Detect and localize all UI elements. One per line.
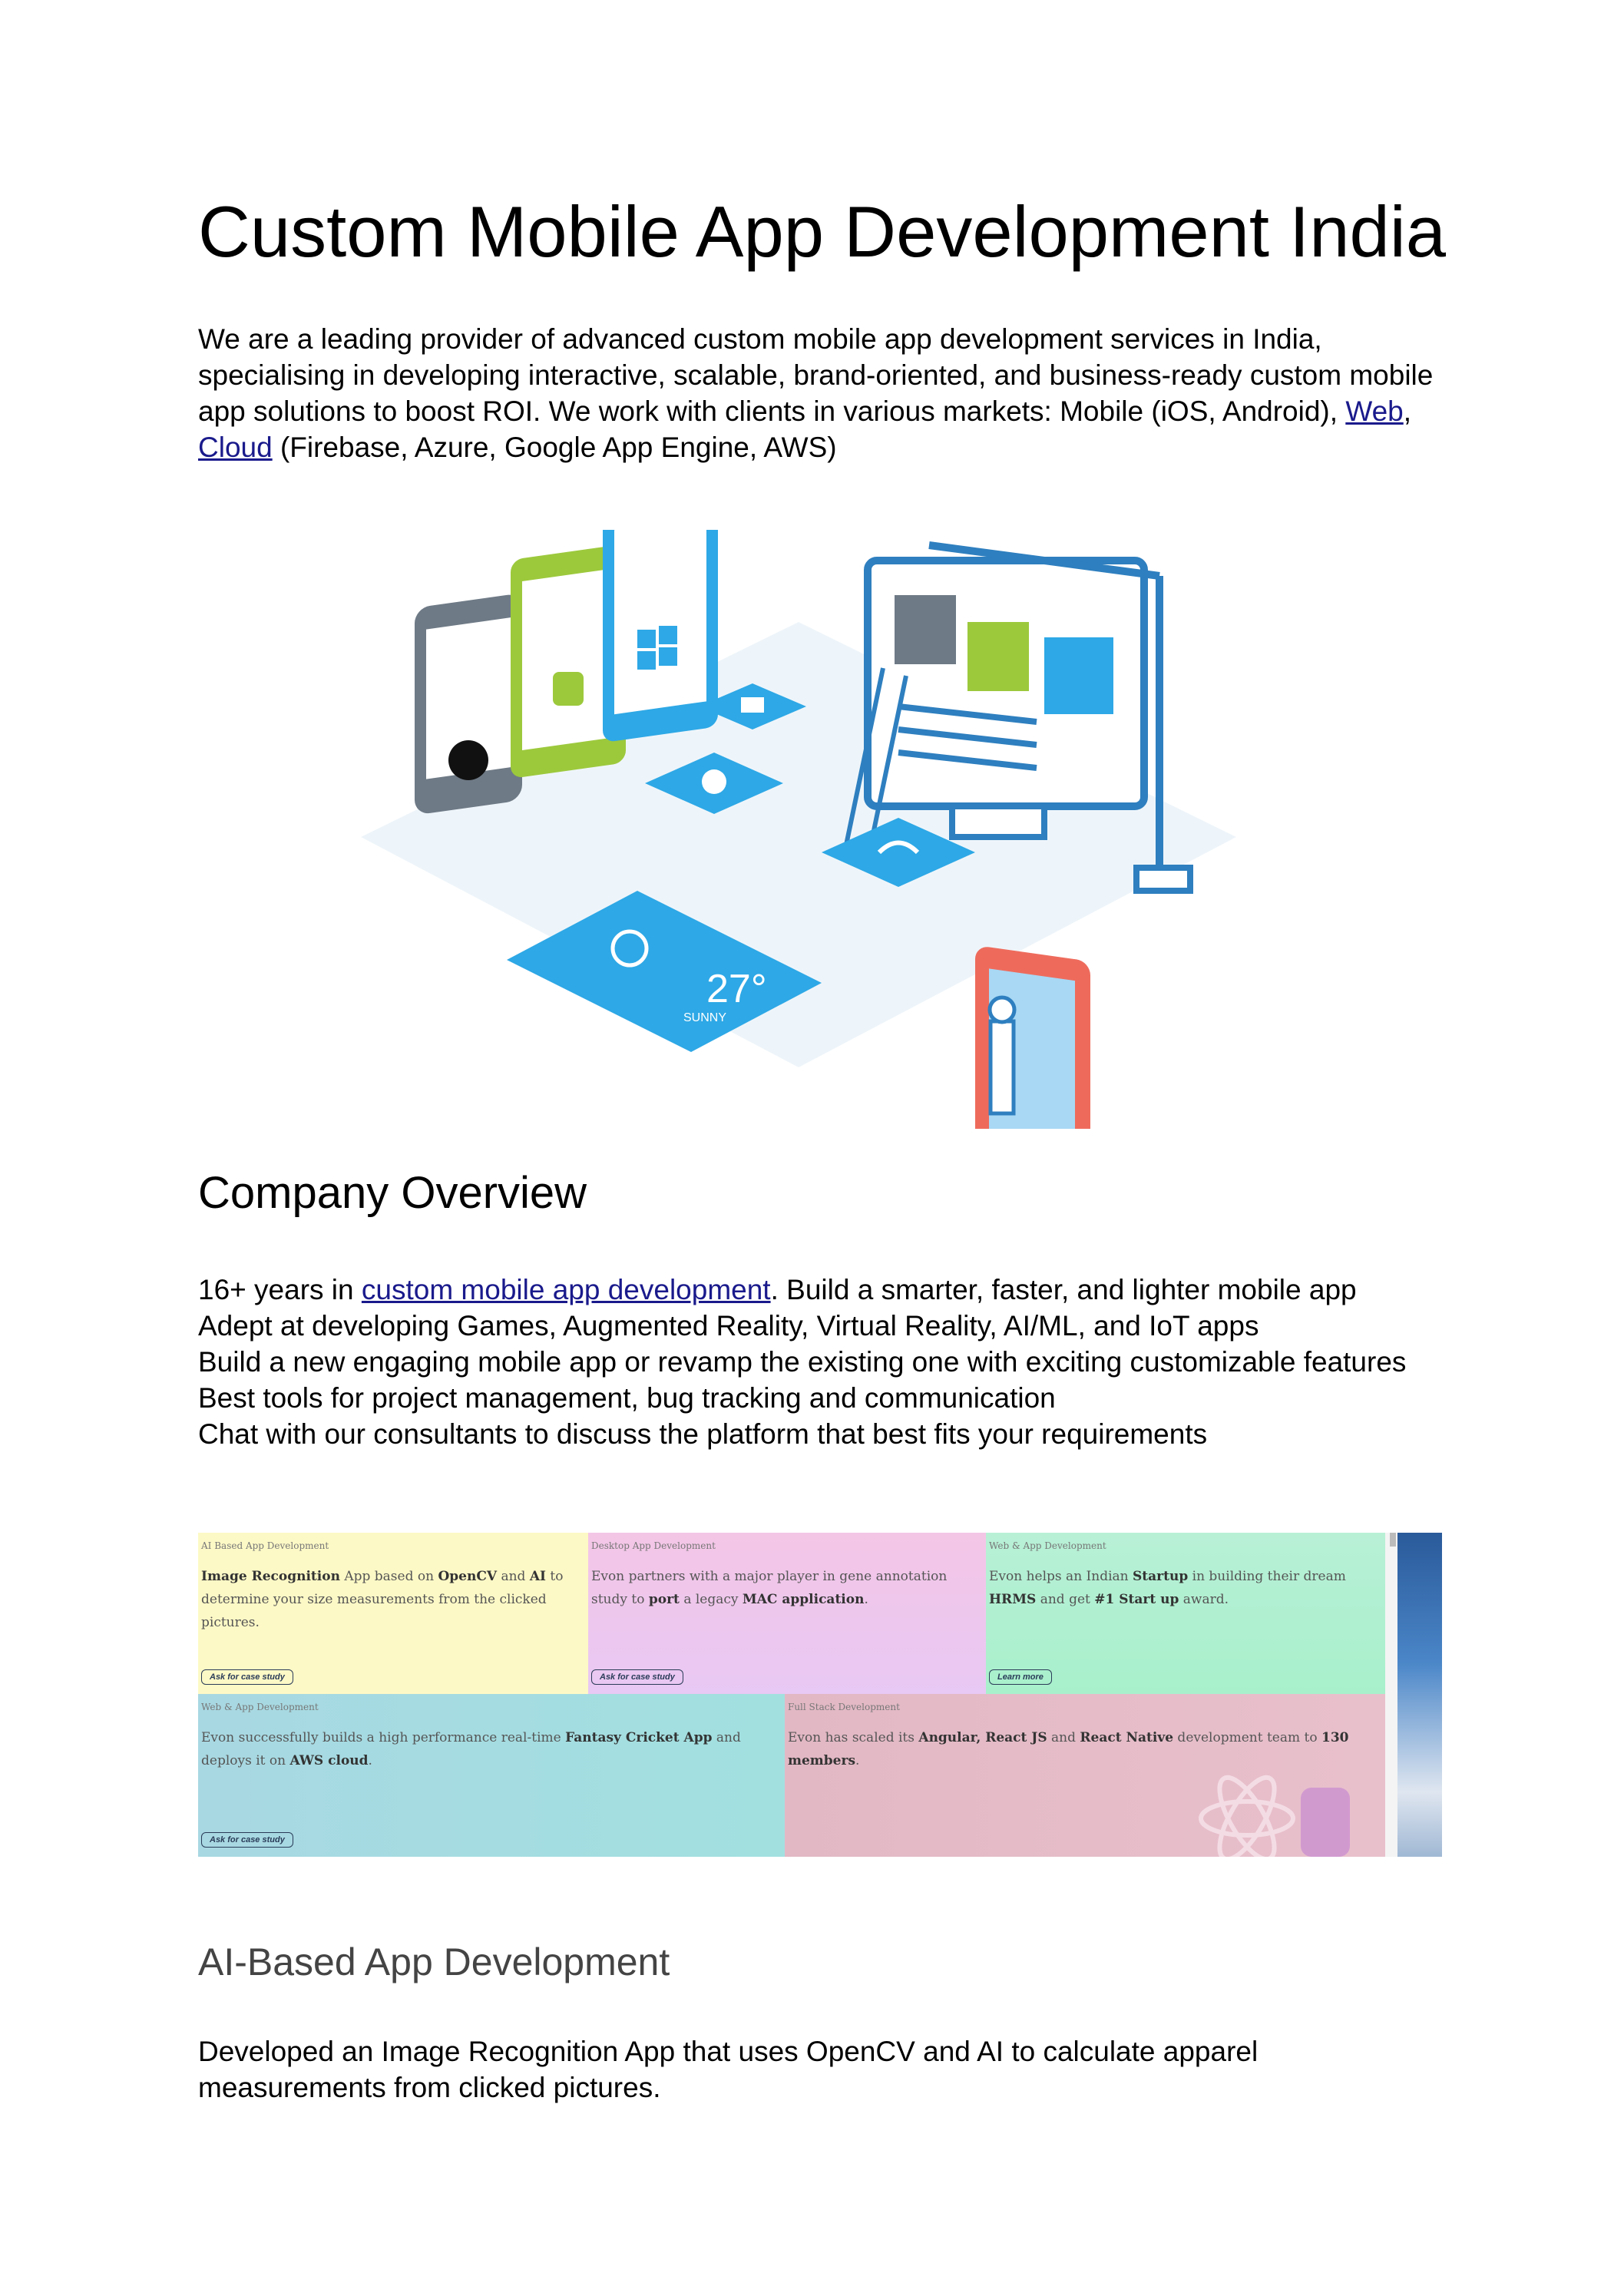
react-logo-icon — [1186, 1765, 1354, 1857]
card-hrms-app — [986, 1533, 1385, 1694]
card-text: Evon successfully builds a high performance real-time Fantasy Cricket App and deploys it on AWS cloud. — [201, 1730, 741, 1768]
card-text: Image Recognition App based on OpenCV and AI to determine your size measurements from the clicked pictures. — [201, 1569, 564, 1630]
overview-line-2: Adept at developing Games, Augmented Reality, Virtual Reality, AI/ML, and IoT apps — [198, 1310, 1259, 1342]
custom-app-dev-link[interactable]: custom mobile app development — [361, 1274, 771, 1305]
overview-line-1 — [198, 1272, 1406, 1308]
intro-text: We are a leading provider of advanced custom mobile app development services in India, specialising in developing interactive, scalable, brand-oriented, and business-ready custom mobile app solutions to boost ROI. We work with clients in various markets: Mobile (iOS, Android), — [198, 323, 1434, 427]
temperature-text: 27° — [706, 967, 767, 1011]
overview-list — [198, 1272, 1406, 1452]
card-label: Full Stack Development — [788, 1702, 900, 1712]
web-link[interactable]: Web — [1345, 395, 1404, 427]
card-text: Evon partners with a major player in gene annotation study to port a legacy MAC application. — [591, 1569, 948, 1607]
windows-tablet-icon — [603, 530, 718, 743]
company-overview-heading: Company Overview — [198, 1168, 587, 1218]
card-label: Web & App Development — [201, 1702, 319, 1712]
overview-line-5: Chat with our consultants to discuss the platform that best fits your requirements — [198, 1418, 1208, 1450]
intro-separator: , — [1403, 395, 1412, 427]
cloud-link[interactable]: Cloud — [198, 432, 273, 463]
overview-line-4: Best tools for project management, bug tracking and communication — [198, 1382, 1056, 1414]
card-text: Evon helps an Indian Startup in building their dream HRMS and get #1 Start up award. — [989, 1569, 1346, 1607]
overview-text: 16+ years in — [198, 1274, 362, 1305]
card-ai-app — [198, 1533, 588, 1694]
hero-illustration — [315, 530, 1282, 1129]
ai-section-text: Developed an Image Recognition App that uses OpenCV and AI to calculate apparel measurements from clicked pictures. — [198, 2036, 1259, 2103]
case-study-grid — [198, 1533, 1442, 1857]
card-desktop-app — [588, 1533, 986, 1694]
ask-case-study-button[interactable]: Ask for case study — [591, 1669, 683, 1685]
ai-section-heading: AI-Based App Development — [198, 1940, 670, 1983]
intro-text-end: (Firebase, Azure, Google App Engine, AWS) — [272, 432, 837, 463]
weather-label: SUNNY — [683, 1011, 727, 1024]
ask-case-study-button[interactable]: Ask for case study — [201, 1669, 293, 1685]
page-title: Custom Mobile App Development India — [198, 191, 1446, 272]
scrollbar-thumb[interactable] — [1390, 1533, 1396, 1547]
side-photo-image — [1397, 1533, 1442, 1857]
intro-paragraph — [198, 321, 1442, 465]
learn-more-button[interactable]: Learn more — [989, 1669, 1052, 1685]
card-label: Desktop App Development — [591, 1540, 716, 1551]
card-fantasy-cricket — [198, 1694, 785, 1857]
person-figure-icon — [990, 997, 1014, 1113]
card-full-stack — [785, 1694, 1385, 1857]
scrollbar-track[interactable] — [1385, 1533, 1397, 1857]
overview-line-3: Build a new engaging mobile app or revamp the existing one with exciting customizable features — [198, 1346, 1407, 1378]
overview-text: . Build a smarter, faster, and lighter mobile app — [770, 1274, 1357, 1305]
card-label: Web & App Development — [989, 1540, 1106, 1551]
card-label: AI Based App Development — [201, 1540, 329, 1551]
ios-phone-icon — [415, 593, 522, 816]
card-text: Evon has scaled its Angular, React JS and React Native development team to 130 members. — [788, 1730, 1349, 1768]
ask-case-study-button[interactable]: Ask for case study — [201, 1832, 293, 1848]
